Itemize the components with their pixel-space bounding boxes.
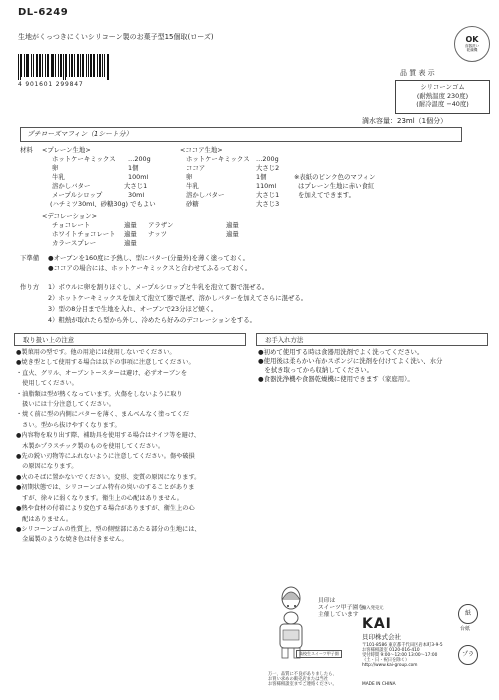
barcode-bar — [80, 54, 81, 77]
barcode-bar — [69, 54, 70, 77]
cautions-title: 取り扱い上の注意 — [23, 335, 75, 344]
deco-item-amount: 適量 — [226, 221, 239, 229]
address-line: （土・日・祝日を除く） — [362, 658, 410, 663]
deco-item-name: アラザン — [148, 221, 174, 229]
care-line: ●食器洗浄機や食器乾燥機に使用できます（家庭用）。 — [258, 375, 414, 383]
barcode-bar — [100, 54, 101, 77]
sweets-koshien-tag: 高校生スイーツ甲子園 — [296, 650, 342, 658]
barcode-bar — [72, 54, 73, 77]
barcode-bar — [18, 54, 19, 80]
material-name: シリコーンゴム — [420, 83, 465, 91]
mascot-caption-line: 主催しています — [318, 612, 359, 618]
caution-line: の原因になります。 — [16, 463, 78, 471]
cocoa-item-amount: …200g — [256, 155, 279, 163]
plain-dough-heading: <プレーン生地> — [42, 146, 91, 154]
plain-item-name: 牛乳 — [52, 173, 65, 181]
cocoa-item-name: 砂糖 — [186, 200, 199, 208]
plain-note: (ハチミツ30ml、砂糖30g) でもよい — [50, 200, 156, 208]
mascot-caption-line: 貝印は — [318, 598, 336, 604]
plain-item-name: メープルシロップ — [52, 191, 103, 199]
barcode-bar — [24, 54, 25, 77]
barcode-bar — [39, 54, 40, 77]
barcode-bar — [40, 54, 41, 77]
caution-line: ●シリコーンゴムの性質上、型の側壁部にあたる部分の生地には、 — [16, 525, 201, 533]
barcode-bar — [26, 54, 27, 77]
pink-note-line: はプレーン生地に赤い食紅 — [298, 182, 375, 190]
barcode-bar — [97, 54, 98, 77]
barcode-bar — [86, 54, 87, 77]
plain-item-amount: 1個 — [128, 164, 139, 172]
barcode-bar — [37, 54, 38, 77]
prep-label: 下準備 — [20, 254, 40, 262]
care-line: ●使用後は柔らかい布かスポンジに洗剤を付けてよく洗い、水分 — [258, 357, 443, 365]
barcode-bar — [27, 54, 28, 77]
plain-item-name: 卵 — [52, 164, 59, 172]
care-line: を拭き取ってから収納してください。 — [258, 366, 374, 374]
cocoa-item-name: 溶かしバター — [186, 191, 225, 199]
caution-line: ●製菓用の型です。他の用途には使用しないでください。 — [16, 349, 176, 356]
product-subtitle: 生地がくっつきにくいシリコーン製のお菓子型15個取(ローズ) — [18, 33, 214, 41]
decoration-heading: <デコレーション> — [42, 212, 97, 220]
barcode-bar — [51, 54, 52, 77]
caution-line: ●初期状態では、シリコーンゴム特有の臭いのすることがありま — [16, 484, 195, 492]
plain-item-amount: 100ml — [128, 173, 149, 181]
step-line: 2）ホットケーキミックスを加えて泡立て器で混ぜ、溶かしバターを加えてさらに混ぜる。 — [48, 294, 308, 302]
barcode-bar — [65, 54, 66, 80]
barcode-bar — [33, 54, 34, 77]
materials-label: 材料 — [20, 146, 33, 154]
barcode-bar — [94, 54, 95, 77]
barcode-bar — [21, 54, 22, 77]
barcode-bar — [61, 54, 62, 77]
deco-item-name: ホワイトチョコレート — [52, 230, 116, 238]
caution-line: ●熱や食材の付着により変色する場合がありますが、衛生上の心 — [16, 505, 195, 513]
barcode-bar — [66, 54, 67, 77]
barcode-bar — [55, 54, 56, 77]
ok-badge-sub2: 乾燥機 — [466, 48, 478, 52]
caution-line: すが、徐々に弱くなります。衛生上の心配はありません。 — [16, 494, 183, 502]
plain-item-amount: 大さじ1 — [124, 182, 148, 190]
barcode-bar — [90, 54, 91, 77]
barcode-bar — [53, 54, 54, 77]
heat-resistance: (耐熱温度 230度) — [416, 91, 469, 100]
barcode-bar — [83, 54, 84, 77]
caution-line: 使用してください。 — [16, 380, 78, 388]
address-line: 受付時間 9:00〜12:00 13:00〜17:00 — [362, 653, 438, 658]
barcode-bar — [63, 54, 64, 80]
barcode-bar — [45, 54, 46, 77]
barcode-bar — [91, 54, 92, 77]
barcode-bar — [88, 54, 89, 77]
caution-line: ●焼き型として使用する場合は以下の事項に注意してください。 — [16, 359, 195, 367]
barcode-bar — [71, 54, 72, 77]
deco-item-amount: 適量 — [226, 230, 239, 238]
mount-label: 台紙 — [460, 626, 471, 632]
cocoa-item-name: 卵 — [186, 173, 193, 181]
barcode-bar — [99, 54, 100, 77]
made-in-china: MADE IN CHINA — [362, 682, 396, 687]
address-line: お客様相談室 0120-016-410 — [362, 648, 420, 653]
cocoa-item-name: ココア — [186, 164, 206, 172]
caution-line: ・直火、グリル、オーブントースターは避け、必ずオーブンを — [16, 369, 188, 377]
disclaimer-line: お客様相談室までご連絡ください。 — [268, 682, 337, 687]
barcode-bar — [58, 54, 59, 77]
cautions-list — [16, 348, 201, 546]
barcode-bar — [28, 54, 29, 77]
plain-item-amount: …200g — [128, 155, 151, 163]
recipe-title: プチローズマフィン（1シート分） — [27, 130, 133, 138]
barcode-bar — [108, 54, 109, 80]
barcode-bar — [74, 54, 75, 77]
barcode-bar — [93, 54, 94, 77]
cocoa-item-amount: 1個 — [256, 173, 267, 181]
pink-note-line: を加えてできます。 — [298, 191, 356, 199]
caution-line: ・油脂類は型が熱くなっています。火傷をしないように取り — [16, 390, 183, 398]
prep-line: ●ココアの場合には、ホットケーキミックスと合わせてふるっておく。 — [48, 264, 252, 272]
deco-item-amount: 適量 — [124, 230, 137, 238]
steps-label: 作り方 — [20, 283, 40, 291]
caution-line: ●先の鋭い刃物等にふれないように注意してください。傷や破損 — [16, 453, 195, 461]
deco-item-amount: 適量 — [124, 239, 137, 247]
product-code: DL-6249 — [18, 7, 69, 18]
plastic-mark-label: プラ — [461, 651, 474, 658]
plain-item-amount: 30ml — [128, 191, 145, 199]
care-title: お手入れ方法 — [265, 335, 304, 344]
barcode-bar — [82, 54, 83, 77]
barcode-bar — [42, 54, 43, 77]
care-header-box — [256, 333, 488, 346]
caution-line: 金属製のような焼き色は付きません。 — [16, 536, 128, 544]
paper-recycle-icon — [458, 604, 478, 624]
cocoa-item-name: ホットケーキミックス — [186, 155, 250, 163]
barcode-bar — [77, 54, 78, 77]
cocoa-dough-heading: <ココア生地> — [180, 146, 223, 154]
barcode-bar — [52, 54, 53, 77]
barcode-digits: 4 901601 299847 — [18, 81, 84, 88]
dishwasher-ok-badge — [454, 26, 490, 62]
caution-line: ●内容物を取り出す際、補助具を使用する場合はナイフ等を避け、 — [16, 432, 200, 440]
capacity-text: 満水容量：23ml（1個分） — [362, 117, 448, 125]
caution-line: 配はありません。 — [16, 515, 73, 523]
barcode-bar — [104, 54, 105, 77]
caution-line: さい。型から抜けやすくなります。 — [16, 421, 121, 429]
caution-line: ●火のそばに置かないでください。変形、変質の原因になります。 — [16, 473, 201, 481]
barcode-bar — [20, 54, 21, 80]
plain-item-name: 溶かしバター — [52, 182, 91, 190]
disclaimer-line: 万一、品質に不良がありましたら、 — [268, 672, 337, 677]
step-line: 1）ボウルに卵を割りほぐし、メープルシロップと牛乳を泡立て器で混ぜる。 — [48, 283, 269, 291]
ok-badge-text: OK — [465, 34, 479, 44]
barcode-image — [18, 54, 110, 80]
barcode-bar — [36, 54, 37, 77]
paper-mark-label: 紙 — [464, 610, 471, 617]
barcode-bar — [78, 54, 79, 77]
caution-line: 木製かプラスチック製のものを使用してください。 — [16, 442, 165, 450]
address-line: 〒101-8586 東京都千代田区岩本町3-9-5 — [362, 643, 443, 648]
deco-item-name: ナッツ — [148, 230, 168, 238]
ok-badge-sub1: 食器洗い — [464, 43, 480, 48]
cocoa-item-amount: 大さじ2 — [256, 164, 280, 172]
mascot-caption-line: スイーツ甲子園を — [318, 605, 365, 611]
prep-line: ●オーブンを160度に予熱し、型にバター(分量外)を薄く塗っておく。 — [48, 254, 249, 262]
company-name: 貝印株式会社 — [362, 633, 401, 641]
caution-line: 扱いには十分注意してください。 — [16, 401, 115, 409]
plastic-recycle-icon — [458, 645, 478, 665]
cocoa-item-amount: 110ml — [256, 182, 277, 190]
barcode-bar — [47, 54, 48, 77]
cocoa-item-name: 牛乳 — [186, 182, 199, 190]
kai-logo: KAI — [362, 616, 392, 632]
caution-line: ・焼く前に型の内側にバターを薄く、まんべんなく塗ってくだ — [16, 411, 190, 419]
barcode-bar — [102, 54, 103, 77]
disclaimer-line: お買い求めの販売店または当社 — [268, 677, 329, 682]
quality-label-title: 品 質 表 示 — [400, 69, 435, 77]
barcode-bar — [31, 54, 32, 77]
deco-item-amount: 適量 — [124, 221, 137, 229]
website-url: http://www.kai-group.com — [362, 663, 418, 668]
care-line: ●初めて使用する時は食器用洗剤でよく洗ってください。 — [258, 348, 424, 356]
plain-item-name: ホットケーキミックス — [52, 155, 116, 163]
step-line: 4）粗熱が取れたら型から外し、冷めたら好みのデコレーションをする。 — [48, 316, 257, 324]
pink-note-line: ※表紙のピンク色のマフィン — [294, 173, 376, 181]
deco-item-name: チョコレート — [52, 221, 91, 229]
cold-resistance: (耐冷温度 −40度) — [416, 100, 469, 109]
step-line: 3）型の8分目まで生地を入れ、オーブンで23分ほど焼く。 — [48, 305, 218, 313]
cocoa-item-amount: 大さじ1 — [256, 191, 280, 199]
barcode-bar — [60, 54, 61, 77]
cocoa-item-amount: 大さじ3 — [256, 200, 280, 208]
barcode-bar — [48, 54, 49, 77]
cautions-header-box — [14, 333, 246, 346]
deco-item-name: カラースプレー — [52, 239, 97, 247]
material-box — [395, 80, 490, 114]
importer-label: 輸入発売元 — [362, 606, 384, 611]
barcode-bar — [107, 54, 108, 80]
